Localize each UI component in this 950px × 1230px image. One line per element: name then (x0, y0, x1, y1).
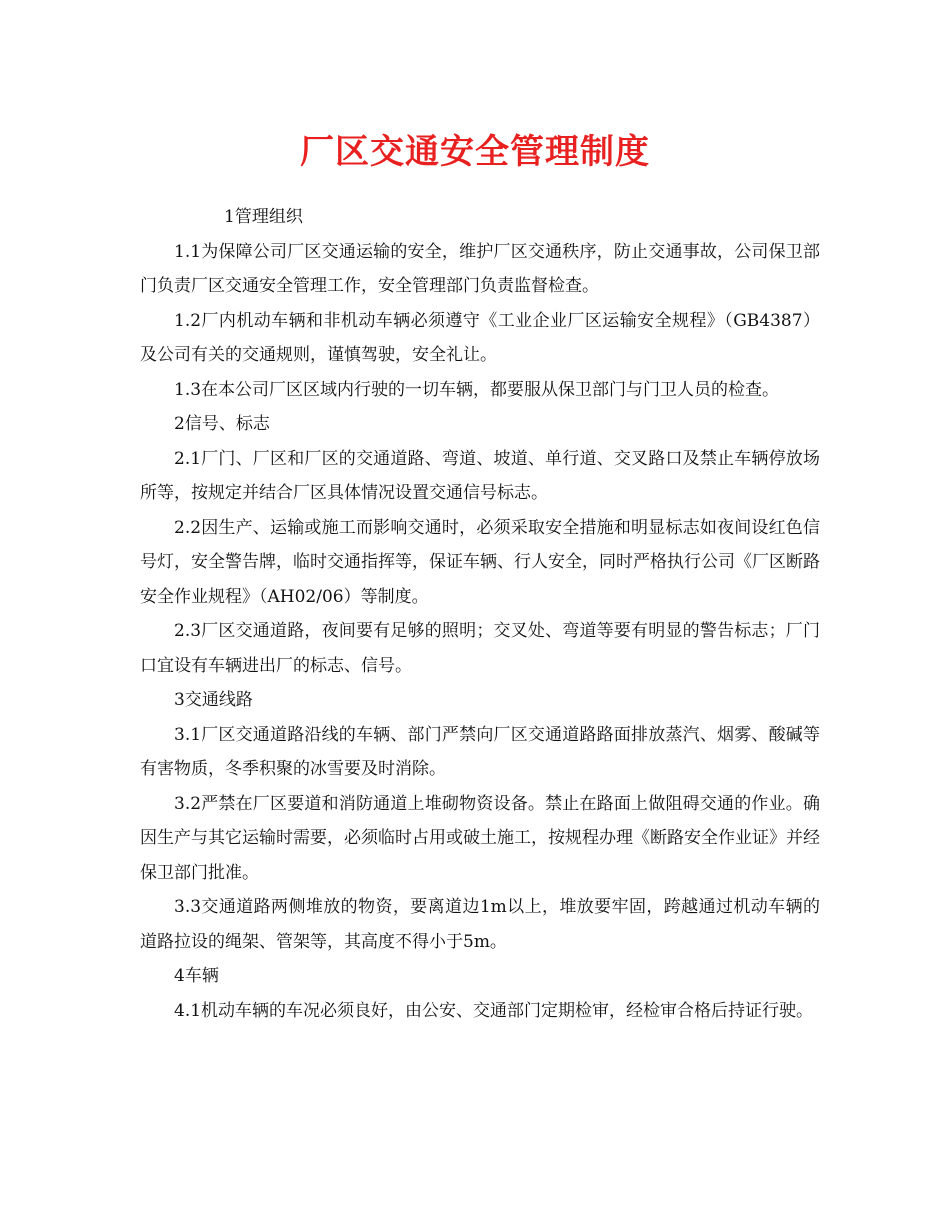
section-heading-2: 2信号、标志 (174, 414, 270, 434)
document-title: 厂区交通安全管理制度 (300, 132, 650, 172)
paragraph-1-1: 1.1为保障公司厂区交通运输的安全，维护厂区交通秩序，防止交通事故，公司保卫部门负责厂区交通安全管理工作，安全管理部门负责监督检查。 (140, 241, 820, 296)
paragraph-1-3: 1.3在本公司厂区区域内行驶的一切车辆，都要服从保卫部门与门卫人员的检查。 (174, 379, 780, 400)
paragraph-3-3: 3.3交通道路两侧堆放的物资，要离道边1m以上，堆放要牢固，跨越通过机动车辆的道路拉设的绳架、管架等，其高度不得小于5m。 (140, 897, 820, 952)
paragraph-2-1: 2.1厂门、厂区和厂区的交通道路、弯道、坡道、单行道、交叉路口及禁止车辆停放场所等，按规定并结合厂区具体情况设置交通信号标志。 (140, 448, 820, 503)
section-heading-1: 1管理组织 (224, 207, 303, 227)
section-heading-4: 4车辆 (174, 966, 219, 986)
paragraph-1-2: 1.2厂内机动车辆和非机动车辆必须遵守《工业企业厂区运输安全规程》（GB4387）及公司有关的交通规则，谨慎驾驶，安全礼让。 (140, 310, 820, 365)
paragraph-3-1: 3.1厂区交通道路沿线的车辆、部门严禁向厂区交通道路路面排放蒸汽、烟雾、酸碱等有害物质，冬季积聚的冰雪要及时消除。 (140, 724, 820, 779)
document-body (140, 200, 820, 1028)
paragraph-2-2: 2.2因生产、运输或施工而影响交通时，必须采取安全措施和明显标志如夜间设红色信号灯，安全警告牌，临时交通指挥等，保证车辆、行人安全，同时严格执行公司《厂区断路安全作业规程》（AH02/06）等制度。 (140, 517, 820, 607)
section-heading-3: 3交通线路 (174, 690, 253, 710)
paragraph-4-1: 4.1机动车辆的车况必须良好，由公安、交通部门定期检审，经检审合格后持证行驶。 (174, 1000, 814, 1021)
paragraph-2-3: 2.3厂区交通道路，夜间要有足够的照明；交叉处、弯道等要有明显的警告标志；厂门口宜设有车辆进出厂的标志、信号。 (140, 621, 820, 676)
paragraph-3-2: 3.2严禁在厂区要道和消防通道上堆砌物资设备。禁止在路面上做阻碍交通的作业。确因生产与其它运输时需要，必须临时占用或破土施工，按规程办理《断路安全作业证》并经保卫部门批准。 (140, 793, 820, 883)
